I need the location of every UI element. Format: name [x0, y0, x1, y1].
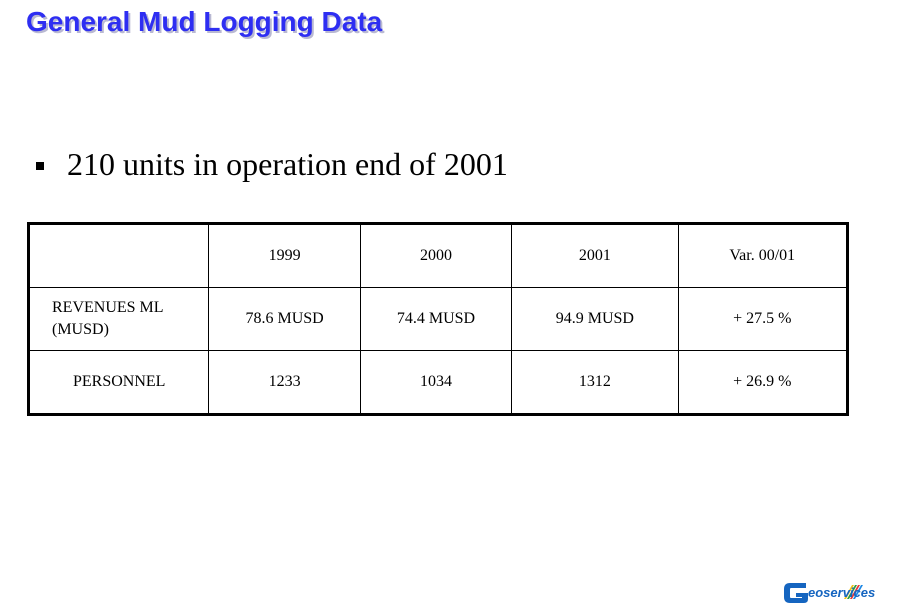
table-cell: + 27.5 %	[678, 288, 847, 351]
table-cell: + 26.9 %	[678, 351, 847, 415]
row-label-personnel: PERSONNEL	[29, 351, 209, 415]
table-cell: 1034	[360, 351, 511, 415]
table-row-revenues	[29, 288, 848, 351]
table-cell: 1312	[512, 351, 678, 415]
slide-title: General Mud Logging Data	[26, 6, 383, 37]
square-bullet-icon	[36, 162, 44, 170]
table-cell: 94.9 MUSD	[512, 288, 678, 351]
header-cell-2000: 2000	[360, 224, 511, 288]
header-cell-1999: 1999	[209, 224, 360, 288]
table-header-row	[29, 224, 848, 288]
table-row-personnel	[29, 351, 848, 415]
geoservices-logo	[782, 577, 897, 607]
table-cell: 1233	[209, 351, 360, 415]
data-table	[27, 222, 849, 416]
row-label-line2: (MUSD)	[52, 321, 109, 338]
table-cell: 74.4 MUSD	[360, 288, 511, 351]
header-cell-variation: Var. 00/01	[678, 224, 847, 288]
row-label-revenues	[29, 288, 209, 351]
header-cell-empty	[29, 224, 209, 288]
row-label-line1: REVENUES ML	[52, 299, 164, 316]
logo-text: eoservices	[808, 585, 876, 600]
header-cell-2001: 2001	[512, 224, 678, 288]
table-cell: 78.6 MUSD	[209, 288, 360, 351]
bullet-item	[36, 144, 508, 184]
bullet-text: 210 units in operation end of 2001	[67, 146, 508, 182]
